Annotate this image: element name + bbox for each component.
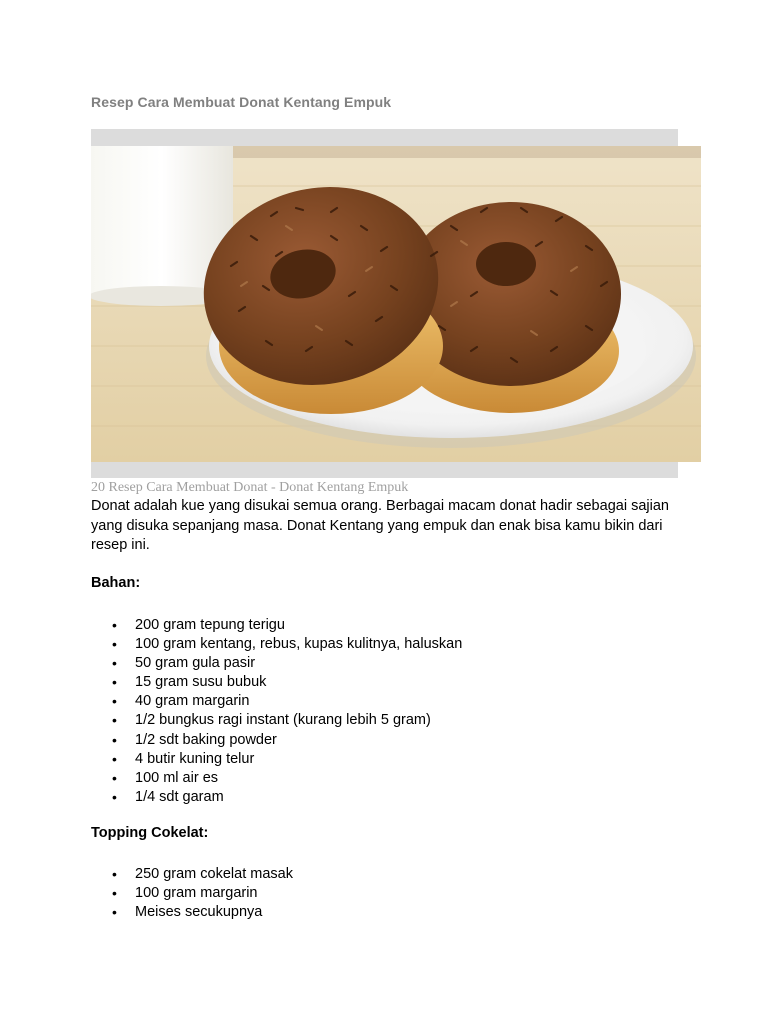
list-item: • 15 gram susu bubuk [112, 673, 462, 692]
ingredients-list [112, 616, 462, 807]
list-item: • 4 butir kuning telur [112, 750, 462, 769]
list-item: • 40 gram margarin [112, 692, 462, 711]
page-title: Resep Cara Membuat Donat Kentang Empuk [91, 94, 392, 110]
bullet-icon: • [112, 636, 117, 653]
donut-photo [91, 146, 701, 462]
section-heading-topping: Topping Cokelat: [91, 825, 209, 841]
bullet-icon: • [112, 655, 117, 672]
bullet-icon: • [112, 712, 117, 729]
list-item: • 1/2 sdt baking powder [112, 731, 462, 750]
topping-list [112, 865, 293, 922]
bullet-icon: • [112, 866, 117, 882]
list-item: • 100 gram kentang, rebus, kupas kulitnya, haluskan [112, 635, 462, 654]
list-item: • 1/4 sdt garam [112, 788, 462, 807]
bullet-icon: • [112, 750, 117, 767]
list-item: • 100 ml air es [112, 769, 462, 788]
list-item: • 50 gram gula pasir [112, 654, 462, 673]
list-item: • Meises secukupnya [112, 903, 293, 922]
section-heading-bahan: Bahan: [91, 575, 141, 591]
bullet-icon: • [112, 731, 117, 748]
bullet-icon: • [112, 674, 117, 691]
list-item: • 1/2 bungkus ragi instant (kurang lebih 5 gram) [112, 711, 462, 730]
bullet-icon: • [112, 904, 117, 921]
image-caption: 20 Resep Cara Membuat Donat - Donat Kentang Empuk [91, 480, 409, 495]
bullet-icon: • [112, 617, 117, 633]
intro-paragraph: Donat adalah kue yang disukai semua orang. Berbagai macam donat hadir sebagai sajian yang disuka sepanjang masa. Donat Kentang yang empuk dan enak bisa kamu bikin dari resep ini. [91, 498, 669, 553]
bullet-icon: • [112, 769, 117, 786]
bullet-icon: • [112, 693, 117, 710]
bullet-icon: • [112, 885, 117, 902]
list-item: • 100 gram margarin [112, 884, 293, 903]
list-item: • 200 gram tepung terigu [112, 616, 462, 635]
list-item: • 250 gram cokelat masak [112, 865, 293, 884]
bullet-icon: • [112, 788, 117, 805]
